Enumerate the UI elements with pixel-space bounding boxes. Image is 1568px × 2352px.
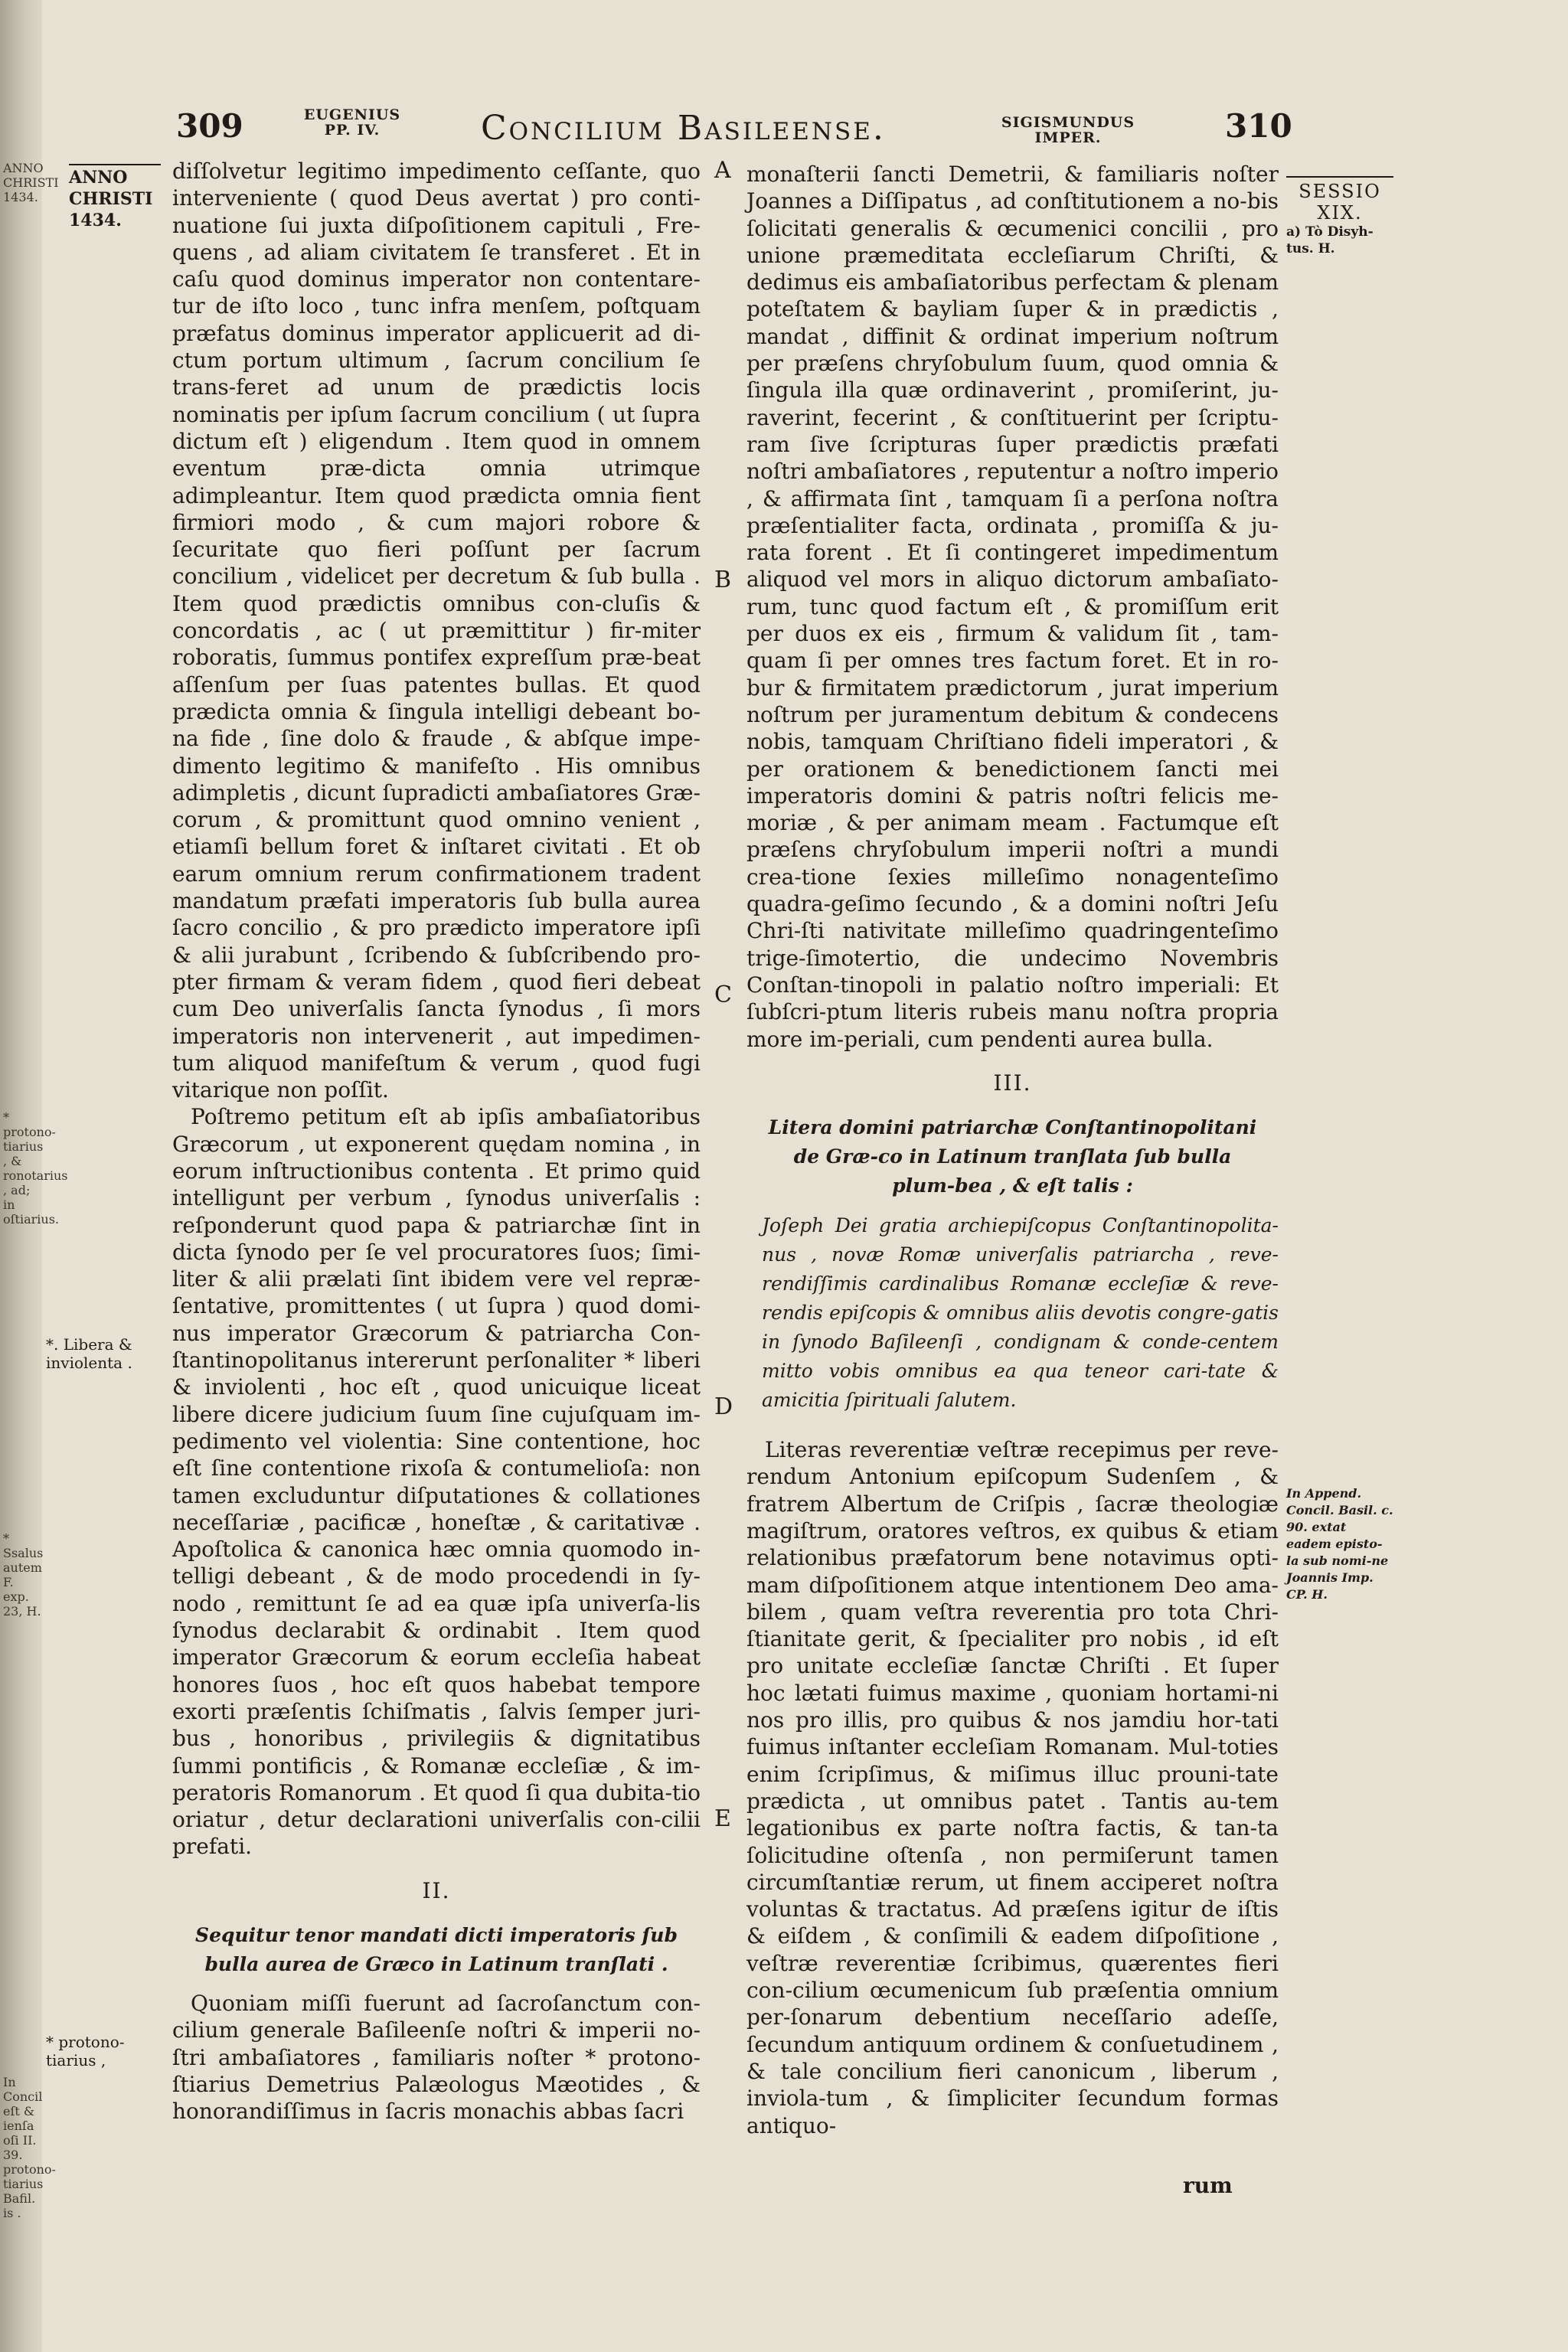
section-letter-d: D [714,1393,733,1420]
left-paragraph-1: diſſolvetur legitimo impedimento ceſſante, quo interveniente ( quod Deus avertat ) pro conti-nuatione ſui juxta diſpoſitionem capituli , Fre-quens , ad aliam civitatem ſe transferet . Et in caſu quod dominus imperator non contentare-tur de iſto loco , tunc infra menſem, poſtquam præfatus dominus imperator applicuerit ad di-ctum portum ultimum , ſacrum concilium ſe trans-feret ad unum de prædictis locis nominatis per ipſum ſacrum concilium ( ut ſupra dictum eſt ) eligendum . Item quod in omnem eventum præ-dicta omnia utrimque adimpleantur. Item quod prædicta omnia fient firmiori modo , & cum majori robore & ſecuritate quo fieri poſſunt per ſacrum concilium , videlicet per decretum & ſub bulla . Item quod prædictis omnibus con-cluſis & concordatis , ac ( ut præmittitur ) fir-miter roboratis, ſummus pontifex expreſſum præ-beat aſſenſum per ſuas patentes bullas. Et quod prædicta omnia & ſingula intelligi debeant bo-na fide , ſine dolo & fraude , & abſque impe-dimento legitimo & manifeſto . His omnibus adimpletis , dicunt ſupradicti ambaſiatores Græ-corum , & promittunt quod omnino venient , etiamſi bellum foret & inſtaret civitati . Et ob earum omnium rerum confirmationem tradent mandatum præfati imperatoris ſub bulla aurea ſacro concilio , & pro prædicto imperatore ipſi & alii jurabunt , ſcribendo & ſubſcribendo pro-pter firmam & veram fidem , quod fieri debeat cum Deo univerſalis ſancta ſynodus , ſi mors imperatoris non intervenerit , aut impedimen-tum aliquod manifeſtum & verum , quod fugi vitarique non poſſit. [172,158,701,1103]
page-number-right: 310 [1225,107,1292,145]
margin-footnote-a: a) Tò Disyh-tus. H. [1286,224,1374,256]
page-title: Concilium Basileense. [481,109,886,148]
margin-anno-christi: ANNO CHRISTI 1434. [69,164,161,231]
margin-note-appendix: In Append. Concil. Basil. c. 90. extat eadem episto-la sub nomi-ne Joannis Imp. CP. H. [1286,1486,1393,1602]
section-letter-c: C [714,982,732,1008]
page-number-left: 309 [176,107,243,145]
left-column [172,158,701,2125]
right-paragraph-2: Literas reverentiæ veſtræ recepimus per reve-rendum Antonium epiſcopum Sudenſem , & fratrem Albertum de Criſpis , ſacræ theologiæ magiſtrum, oratores veſtros, ex quibus & etiam relationibus præfatorum bene notavimus opti-mam diſpoſitionem atque intentionem Deo ama-bilem , quam veſtra reverentia pro tota Chri-ſtianitate gerit, & ſpecialiter pro nobis , id eſt pro unitate eccleſiæ ſanctæ Chriſti . Et ſuper hoc lætati fuimus maxime , quoniam hortami-ni nos pro illis, pro quibus & nos jamdiu hor-tati fuimus inſtanter eccleſiam Romanam. Mul-toties enim ſcripſimus, & miſimus illuc prouni-tate prædicta , ut omnibus patet . Tantis au-tem legationibus ex parte noſtra factis, & tan-ta ſolicitudine oſtenſa , non permiſerunt tamen circumſtantiæ rerum, ut finem acciperet noſtra voluntas & tractatus. Ad præſens igitur de iſtis & eiſdem , & conſimili & eadem diſpoſitione , veſtræ reverentiæ ſcribimus, quærentes fieri con-cilium œcumenicum ſub præſentia omnium per-ſonarum debentium neceſſario adeſſe, ſecundum antiquum ordinem & conſuetudinem , & tale concilium fieri canonicum , liberum , inviola-tum , & ſimpliciter ſecundum formas antiquo- [746,1437,1279,2138]
left-paragraph-3: Quoniam miſſi fuerunt ad ſacroſanctum con-cilium generale Baſileenſe noſtri & imperii no-ſtri ambaſiatores , familiaris noſter * protono-ſtiarius Demetrius Palæologus Mæotides , & honorandiſſimus in ſacris monachis abbas ſacri [172,1991,701,2125]
patriarch-salutation: Joſeph Dei gratia archiepiſcopus Conſtantinopolita-nus , novæ Romæ univerſalis patriarcha , reve-rendiſſimis cardinalibus Romanæ eccleſiæ & reve-rendis epiſcopis & omnibus aliis devotis congre-gatis in ſynodo Baſileenſi , condignam & conde-centem mitto vobis omnibus ea qua teneor cari-tate & amicitia ſpirituali ſalutem. [762,1214,1279,1412]
margin-sessio: SESSIO XIX. [1286,176,1393,224]
header-pope: EUGENIUS PP. IV. [303,106,401,139]
gutter-text-bottom: In Concil eſt & ienſa oſi II. 39. protono- tiarius Bafil. is . [3,2075,56,2220]
right-column [746,161,1279,2139]
margin-note-protonotarius: * protono-tiarius , [46,2033,125,2069]
left-paragraph-2: Poſtremo petitum eſt ab ipſis ambaſiatoribus Græcorum , ut exponerent quędam nomina , in eorum inſtructionibus contenta . Et primo quid intelligunt per verbum , ſynodus univerſalis : reſponderunt quod papa & patriarchæ ſint in dicta ſynodo per ſe vel procuratores ſuos; ſimi-liter & alii prælati ſint ibidem vere vel repræ-ſentative, promittentes ( ut ſupra ) quod domi-nus imperator Græcorum & patriarcha Con-ſtantinopolitanus intererunt perſonaliter * liberi & inviolenti , hoc eſt , quod unicuique liceat libere dicere judicium ſuum ſine cujuſquam im-pedimento vel violentia: Sine contentione, hoc eſt ſine contentione rixoſa & contumelioſa: non tamen excluduntur diſputationes & collationes neceſſariæ , pacificæ , honeſtæ , & caritativæ . Apoſtolica & canonica hæc omnia quomodo in-telligi debeant , & de modo procedendi in ſy-nodo , remittunt ſe ad ea quæ ipſa univerſa-lis ſynodus declarabit & ordinabit . Item quod imperator Græcorum & eorum eccleſia habeat honores ſuos , hoc eſt quos habebat tempore exorti præſentis ſchiſmatis , ſalvis ſemper juri-bus , honoribus , privilegiis & dignitatibus ſummi pontificis , & Romanæ eccleſiæ , & im-peratoris Romanorum . Et quod ſi qua dubita-tio oriatur , detur declarationi univerſalis con-cilii prefati. [172,1104,701,1860]
gutter-text-top: ANNO CHRISTI 1434. [3,161,59,204]
section-letter-e: E [714,1805,731,1832]
section-letter-b: B [714,567,732,593]
previous-page-edge [0,0,68,2352]
section-heading-iii: III. [993,1070,1032,1096]
gutter-text-mid1: * protono- tiarius , & ronotarius , ad; in oſtiarius. [3,1110,68,1227]
section-letter-a: A [714,157,731,184]
margin-note-libera: *. Libera & inviolenta . [46,1335,132,1372]
right-paragraph-1: monaſterii ſancti Demetrii, & familiaris noſter Joannes a Diſſipatus , ad conſtitutionem a no-bis ſolicitati generalis & œcumenici concilii , pro unione præmeditata eccleſiarum Chriſti, & dedimus eis ambaſiatoribus perfectam & plenam poteſtatem & bayliam ſuper & in prædictis , mandat , diffinit & ordinat imperium noſtrum per præſens chryſobulum ſuum, quod omnia & ſingula illa quæ ordinaverint , promiſerint, ju-raverint, fecerint , & conſtituerint per ſcriptu-ram ſive ſcripturas ſuper prædictis præfati noſtri ambaſiatores , reputentur a noſtro imperio , & affirmata ſint , tamquam ſi a perſona noſtra præſentialiter facta, ordinata , promiſſa & ju-rata forent . Et ſi contingeret impedimentum aliquod vel mors in aliquo dictorum ambaſiato-rum, tunc quod factum eſt , & promiſſum erit per duos ex eis , firmum & validum ſit , tam-quam ſi per omnes tres factum foret. Et in ro-bur & firmitatem prædictorum , jurat imperium noſtrum per juramentum debitum & condecens nobis, tamquam Chriſtiano fideli imperatori , & per orationem & benedictionem ſancti mei imperatoris domini & patris noſtri felicis me-moriæ , & per animam meam . Factumque eſt præſens chryſobulum imperii noſtri a mundi crea-tione ſexies milleſimo nonagenteſimo quadra-geſimo ſecundo , & a domini noſtri Jeſu Chri-ſti nativitate milleſimo quadringenteſimo trige-ſimotertio, die undecimo Novembris Conſtan-tinopoli in palatio noſtro imperiali: Et ſubſcri-ptum literis rubeis manu noſtra propria more im-periali, cum pendenti aurea bulla. [746,162,1279,1052]
gutter-text-mid2: * Ssalus autem F. exp. 23, H. [3,1531,44,1619]
section-ii-title: Sequitur tenor mandati dicti imperatoris ſub bulla aurea de Græco in Latinum tranſlati . [195,1924,678,1975]
section-heading-ii: II. [422,1877,451,1903]
section-iii-title: Litera domini patriarchæ Conſtantinopolitani de Græ-co in Latinum tranſlata ſub bulla plum-bea , & eſt talis : [768,1116,1257,1197]
catchword: rum [1183,2173,1233,2198]
running-header [0,107,1568,161]
header-emperor: SIGISMUNDUS IMPER. [1001,114,1135,146]
